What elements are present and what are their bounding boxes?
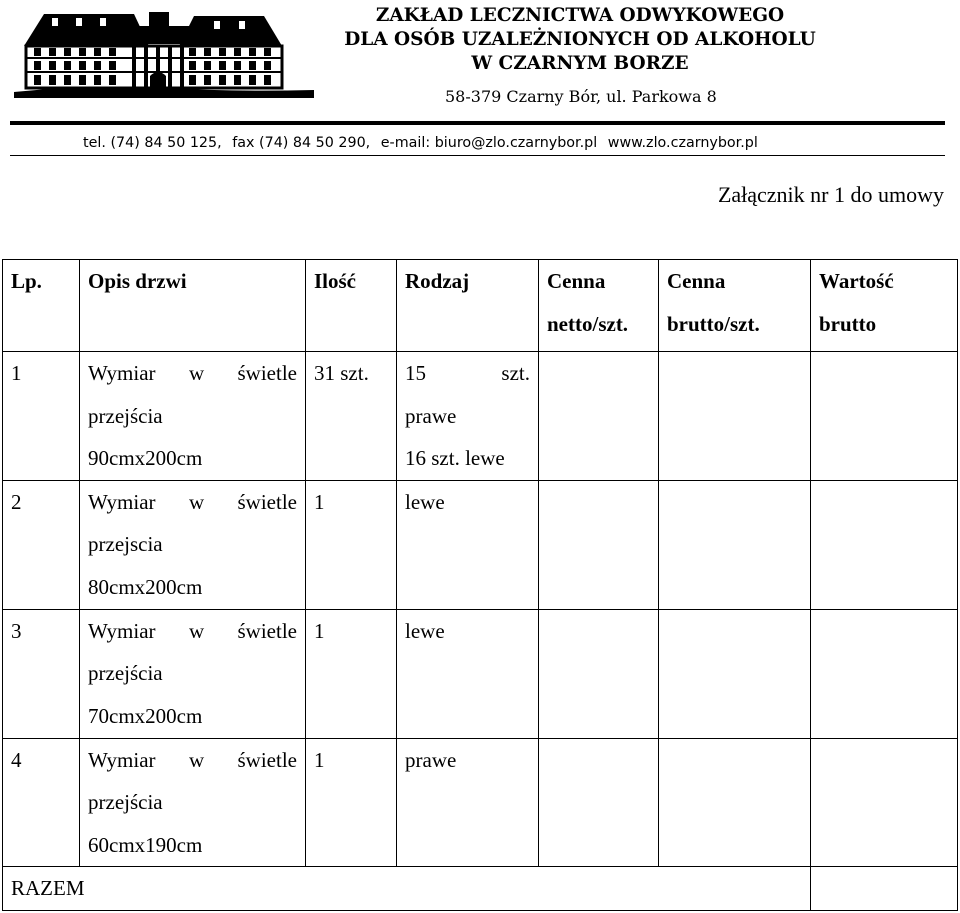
header-lp: Lp.: [3, 260, 80, 352]
type-line: 16 szt. lewe: [405, 446, 505, 471]
header-divider-thin: [10, 155, 945, 156]
desc-line: przejścia: [88, 790, 163, 815]
desc-word: w: [188, 489, 205, 514]
header-gross-price: [659, 260, 811, 352]
cell-net-price[interactable]: [539, 480, 659, 609]
desc-line: przejscia: [88, 532, 163, 557]
cell-lp: 2: [3, 480, 80, 609]
desc-line: 60cmx190cm: [88, 832, 203, 857]
desc-line: 70cmx200cm: [88, 703, 203, 728]
desc-line: 80cmx200cm: [88, 575, 203, 600]
cell-quantity: 31 szt.: [306, 352, 397, 481]
cell-gross-price[interactable]: [659, 738, 811, 867]
cell-net-price[interactable]: [539, 738, 659, 867]
type-line: prawe: [405, 747, 457, 772]
cell-quantity: 1: [306, 480, 397, 609]
cell-net-price[interactable]: [539, 352, 659, 481]
table-row: [3, 480, 958, 609]
desc-word: Wymiar: [88, 747, 156, 772]
desc-line: [88, 481, 297, 524]
header-gross-value: [811, 260, 958, 352]
cell-description: [80, 609, 306, 738]
phone: tel. (74) 84 50 125,: [83, 135, 222, 151]
cell-lp: 3: [3, 609, 80, 738]
cell-quantity: 1: [306, 609, 397, 738]
institution-name-line: DLA OSÓB UZALEŻNIONYCH OD ALKOHOLU: [344, 29, 816, 50]
desc-word: świetle: [237, 618, 297, 643]
cell-type: [397, 609, 539, 738]
desc-word: świetle: [237, 361, 297, 386]
header-line: Wartość: [819, 269, 894, 293]
cell-lp: 1: [3, 352, 80, 481]
cell-description: [80, 352, 306, 481]
header-line: brutto/szt.: [667, 311, 760, 336]
type-line: lewe: [405, 618, 445, 643]
cell-type: [397, 738, 539, 867]
type-line: [405, 352, 530, 395]
type-word: 15: [405, 361, 426, 386]
total-row: [3, 867, 958, 911]
desc-word: Wymiar: [88, 489, 156, 514]
desc-line: [88, 610, 297, 653]
total-label: RAZEM: [3, 867, 811, 911]
doors-table: [2, 259, 958, 911]
cell-lp: 4: [3, 738, 80, 867]
contact-line: [83, 133, 764, 153]
type-line: prawe: [405, 403, 457, 428]
header-divider: [10, 121, 945, 125]
cell-description: [80, 738, 306, 867]
total-value[interactable]: [811, 867, 958, 911]
desc-word: w: [188, 618, 205, 643]
desc-word: Wymiar: [88, 618, 156, 643]
header-description: Opis drzwi: [80, 260, 306, 352]
header-line: netto/szt.: [547, 311, 629, 336]
header-quantity: Ilość: [306, 260, 397, 352]
desc-line: [88, 352, 297, 395]
header-line: brutto: [819, 311, 877, 336]
table-row: [3, 609, 958, 738]
type-line: lewe: [405, 489, 445, 514]
institution-name-line: ZAKŁAD LECZNICTWA ODWYKOWEGO: [375, 5, 785, 26]
cell-gross-value[interactable]: [811, 352, 958, 481]
desc-line: przejścia: [88, 403, 163, 428]
table-header-row: [3, 260, 958, 352]
table-row: [3, 352, 958, 481]
header-line: Cenna: [667, 269, 726, 293]
cell-quantity: 1: [306, 738, 397, 867]
building-logo-icon: [14, 6, 314, 98]
fax: fax (74) 84 50 290,: [232, 135, 371, 151]
institution-name-line: W CZARNYM BORZE: [471, 53, 689, 74]
cell-type: [397, 352, 539, 481]
cell-gross-value[interactable]: [811, 480, 958, 609]
institution-name: [315, 4, 845, 76]
desc-word: w: [188, 361, 205, 386]
desc-line: 90cmx200cm: [88, 446, 203, 471]
email[interactable]: e-mail: biuro@zlo.czarnybor.pl: [380, 135, 598, 151]
type-word: szt.: [501, 361, 530, 386]
cell-gross-price[interactable]: [659, 609, 811, 738]
attachment-label: Załącznik nr 1 do umowy: [717, 182, 944, 207]
cell-gross-price[interactable]: [659, 352, 811, 481]
website[interactable]: www.zlo.czarnybor.pl: [607, 135, 758, 151]
desc-word: świetle: [237, 747, 297, 772]
table-row: [3, 738, 958, 867]
desc-word: w: [188, 747, 205, 772]
institution-address: 58-379 Czarny Bór, ul. Parkowa 8: [445, 87, 717, 106]
header-type: Rodzaj: [397, 260, 539, 352]
cell-gross-value[interactable]: [811, 738, 958, 867]
desc-line: [88, 739, 297, 782]
cell-gross-value[interactable]: [811, 609, 958, 738]
desc-word: Wymiar: [88, 361, 156, 386]
cell-description: [80, 480, 306, 609]
desc-word: świetle: [237, 489, 297, 514]
header-net-price: [539, 260, 659, 352]
cell-type: [397, 480, 539, 609]
cell-net-price[interactable]: [539, 609, 659, 738]
header-line: Cenna: [547, 269, 606, 293]
cell-gross-price[interactable]: [659, 480, 811, 609]
desc-line: przejścia: [88, 661, 163, 686]
